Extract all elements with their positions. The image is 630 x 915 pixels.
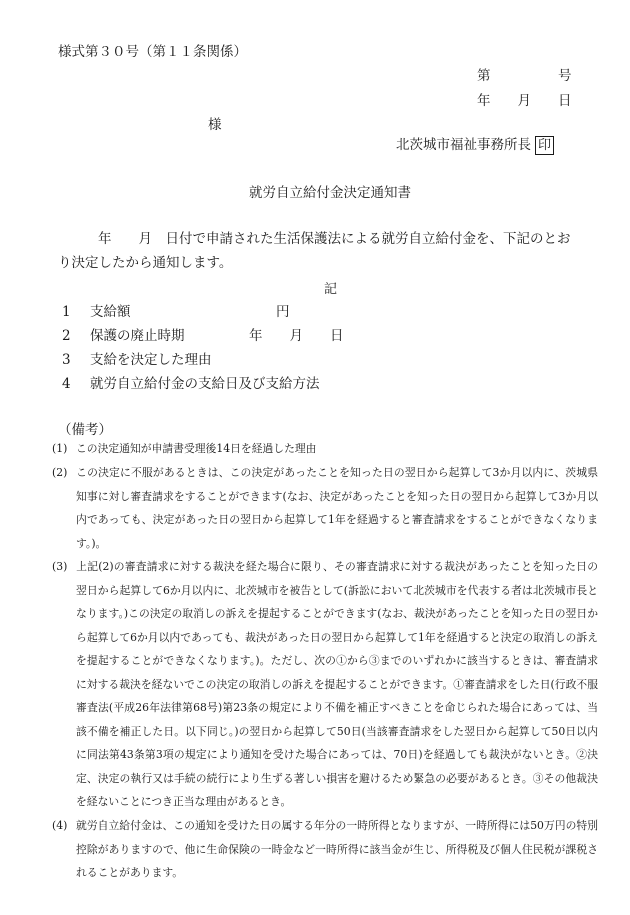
item-abolition-date bbox=[62, 324, 185, 344]
remarks-heading: （備考） bbox=[58, 422, 112, 438]
issuer-name: 北茨城市福祉事務所長 bbox=[396, 137, 531, 153]
note-text: この決定に不服があるときは、この決定があったことを知った日の翌日から起算して3か月以内に、茨城県知事に対し審査請求をすることができます(なお、決定があったことを知った日の翌日から起算して3か月以内であっても、決定があった日の翌日から起算して1年を経過すると審査請求をすることができなくなります。)。 bbox=[76, 466, 598, 550]
item-label: 支給額 bbox=[90, 304, 131, 320]
item-payment-method bbox=[62, 372, 320, 392]
note-text: 上記(2)の審査請求に対する裁決を経た場合に限り、その審査請求に対する裁決があったことを知った日の翌日から起算して6か月以内に、北茨城市を被告として(訴訟において北茨城市を代表する者は北茨城市長となります。)この決定の取消しの訴えを提起することができます(なお、裁決があったことを知った日の翌日から起算して6か月以内であっても、裁決があった日の翌日から起算して1年を経過すると決定の取消しの訴えを提起することができなくなります。)。ただし、次の①から③までのいずれかに該当するときは、審査請求に対する裁決を経ないでこの決定の取消しの訴えを提起することができます。①審査請求をした日(行政不服審査法(平成26年法律第68号)第23条の規定により不備を補正すべきことを命じられた場合にあっては、当該不備を補正した日。以下同じ。)の翌日から起算して50日(当該審査請求をした翌日から起算して50日以内に同法第43条第3項の規定により通知を受けた場合にあっては、70日)を経過しても裁決がないとき。②決定、決定の執行又は手続の続行により生ずる著しい損害を避けるため緊急の必要があるとき。③その他裁決を経ないことにつき正当な理由があるとき。 bbox=[76, 560, 598, 808]
note-number: (2) bbox=[52, 466, 68, 479]
item-label: 就労自立給付金の支給日及び支給方法 bbox=[90, 376, 320, 392]
note-number: (4) bbox=[52, 819, 68, 832]
item-number: 1 bbox=[62, 304, 71, 320]
item-number: 3 bbox=[62, 352, 71, 368]
note-text: この決定通知が申請書受理後14日を経過した理由 bbox=[76, 442, 317, 455]
note-text: 就労自立給付金は、この通知を受けた日の属する年分の一時所得となりますが、一時所得には50万円の特別控除がありますので、他に生命保険の一時金など一時所得に該当金が生じ、所得税及び個人住民税が課税されることがあります。 bbox=[76, 819, 598, 879]
document-title: 就労自立給付金決定通知書 bbox=[249, 185, 411, 201]
remark-note bbox=[52, 461, 598, 555]
ki-marker: 記 bbox=[324, 282, 338, 297]
note-number: (1) bbox=[52, 442, 68, 455]
intro-paragraph: 年 月 日付で申請された生活保護法による就労自立給付金を、下記のとおり決定したから通知します。 bbox=[58, 231, 571, 271]
item-number: 2 bbox=[62, 328, 71, 344]
item-decision-reason bbox=[62, 348, 212, 368]
item-date-field: 年 月 日 bbox=[249, 328, 344, 344]
item-label: 保護の廃止時期 bbox=[90, 328, 185, 344]
item-number: 4 bbox=[62, 376, 71, 392]
note-number: (3) bbox=[52, 560, 68, 573]
remark-note bbox=[52, 814, 598, 885]
item-payment-amount bbox=[62, 300, 131, 320]
item-label: 支給を決定した理由 bbox=[90, 352, 212, 368]
document-number-field: 第 号 bbox=[477, 68, 572, 84]
remark-note bbox=[52, 555, 598, 814]
item-amount-unit: 円 bbox=[276, 304, 290, 320]
form-number-label: 様式第３０号（第１１条関係） bbox=[58, 44, 247, 60]
addressee-suffix: 様 bbox=[208, 117, 222, 133]
issue-date-field: 年 月 日 bbox=[477, 93, 572, 109]
remark-note bbox=[52, 437, 598, 461]
issuer-block bbox=[396, 133, 554, 155]
seal-mark: 印 bbox=[535, 136, 554, 155]
